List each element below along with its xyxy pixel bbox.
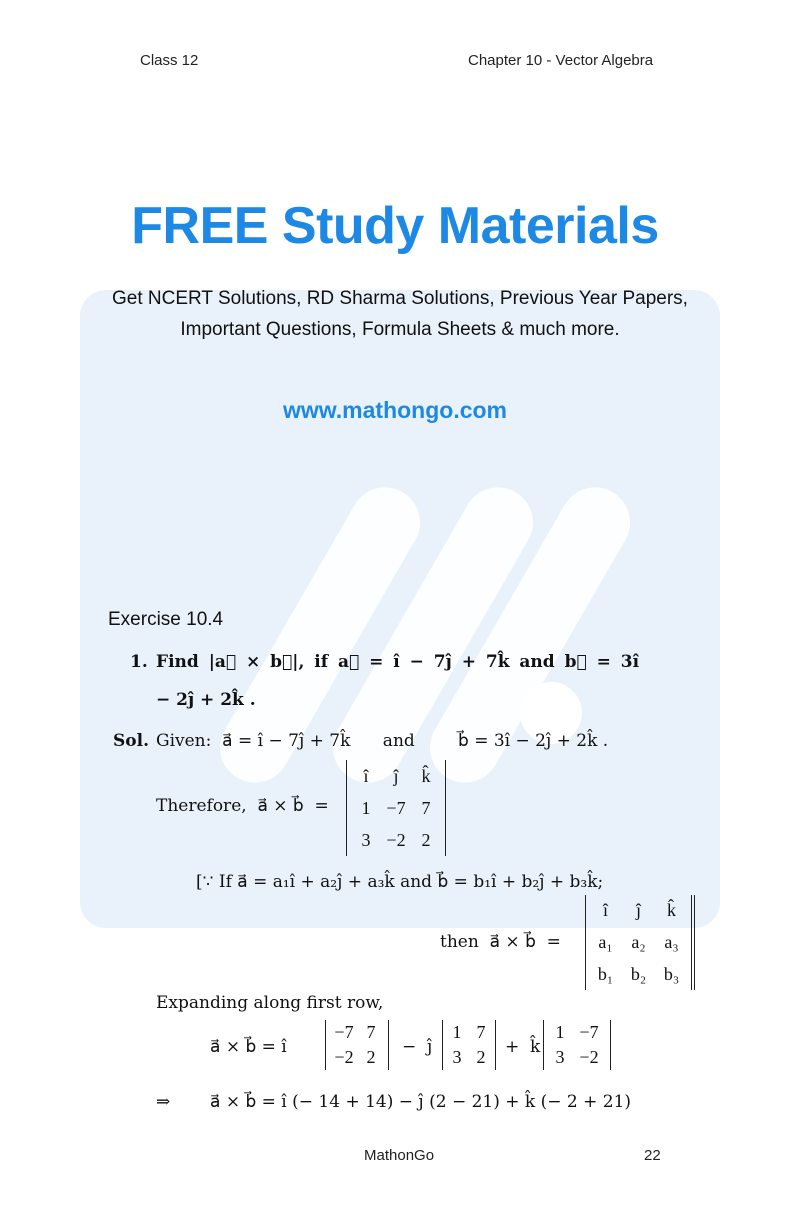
header-class: Class 12 (140, 52, 199, 69)
determinant-cell: b₂ (630, 963, 647, 984)
determinant-cell: b₁ (597, 963, 614, 984)
question-number: 1. (130, 652, 148, 672)
question-line-1: Find |a⃗ × b⃗|, if a⃗ = î − 7ĵ + 7k̂ and b⃗ = 3î (156, 652, 640, 672)
implies-symbol: ⇒ (156, 1092, 171, 1112)
determinant-cell: −7 (334, 1022, 354, 1042)
determinant-cell: î (363, 765, 369, 786)
plus-k: + k̂ (505, 1037, 541, 1057)
determinant-cell: k̂ (421, 765, 431, 786)
determinant-cell: a₁ (598, 931, 613, 952)
determinant-cell: −7 (386, 797, 406, 818)
header-chapter: Chapter 10 - Vector Algebra (468, 52, 654, 69)
question-line-2: − 2ĵ + 2k̂ . (156, 690, 256, 710)
promo-url-link[interactable]: www.mathongo.com (282, 397, 508, 423)
determinant-cell: a₂ (631, 931, 646, 952)
footer-brand: MathonGo (364, 1147, 435, 1164)
minor-1 (325, 1020, 389, 1070)
determinant-cell: 3 (555, 1047, 565, 1067)
determinant-cell: −2 (334, 1047, 354, 1067)
minus-j: − ĵ (402, 1037, 433, 1057)
solution-label: Sol. (113, 731, 149, 751)
minor-2 (442, 1020, 496, 1070)
determinant-cell: ĵ (635, 900, 641, 921)
minor-3 (543, 1020, 611, 1070)
determinant-general (585, 895, 695, 990)
determinant-cell: 2 (366, 1047, 376, 1067)
promo-line-2: Important Questions, Formula Sheets & much more. (180, 319, 620, 340)
determinant-cell: b₃ (663, 963, 680, 984)
since-text: [∵ If a⃗ = a₁î + a₂ĵ + a₃k̂ and b⃗ = b₁î + b₂ĵ + b₃k̂; (196, 872, 604, 892)
determinant-cell: 3 (361, 829, 371, 850)
determinant-cell: 2 (476, 1047, 486, 1067)
determinant-cell: 3 (452, 1047, 462, 1067)
determinant-cell: k̂ (667, 900, 676, 921)
promo-line-1: Get NCERT Solutions, RD Sharma Solutions, Previous Year Papers, (112, 288, 688, 309)
determinant-cell: 7 (421, 797, 431, 818)
exercise-heading: Exercise 10.4 (108, 609, 224, 630)
footer-page-number: 22 (644, 1147, 661, 1164)
result-line: a⃗ × b⃗ = î (− 14 + 14) − ĵ (2 − 21) + k̂ (− 2 + 21) (210, 1092, 632, 1112)
expansion-lhs: a⃗ × b⃗ = î (210, 1037, 287, 1057)
solution-given: Given: a⃗ = î − 7ĵ + 7k̂ and b⃗ = 3î − 2ĵ + 2k̂ . (156, 731, 609, 751)
determinant-cell: ĵ (393, 765, 399, 786)
determinant-cell: 2 (421, 829, 431, 850)
determinant-cell: −7 (579, 1022, 599, 1042)
then-text: then a⃗ × b⃗ = (440, 932, 561, 952)
therefore-text: Therefore, a⃗ × b⃗ = (156, 796, 329, 816)
determinant-cell: −2 (579, 1047, 599, 1067)
determinant-cell: 1 (452, 1022, 462, 1042)
determinant-cell: 7 (476, 1022, 486, 1042)
determinant-cell: a₃ (664, 931, 679, 952)
expanding-text: Expanding along first row, (156, 993, 384, 1013)
determinant-cell: 1 (361, 797, 371, 818)
determinant-cell: î (602, 900, 608, 921)
determinant-cell: −2 (386, 829, 406, 850)
determinant-cell: 1 (555, 1022, 565, 1042)
promo-title: FREE Study Materials (131, 197, 659, 255)
determinant-3x3 (346, 760, 446, 856)
determinant-cell: 7 (366, 1022, 376, 1042)
